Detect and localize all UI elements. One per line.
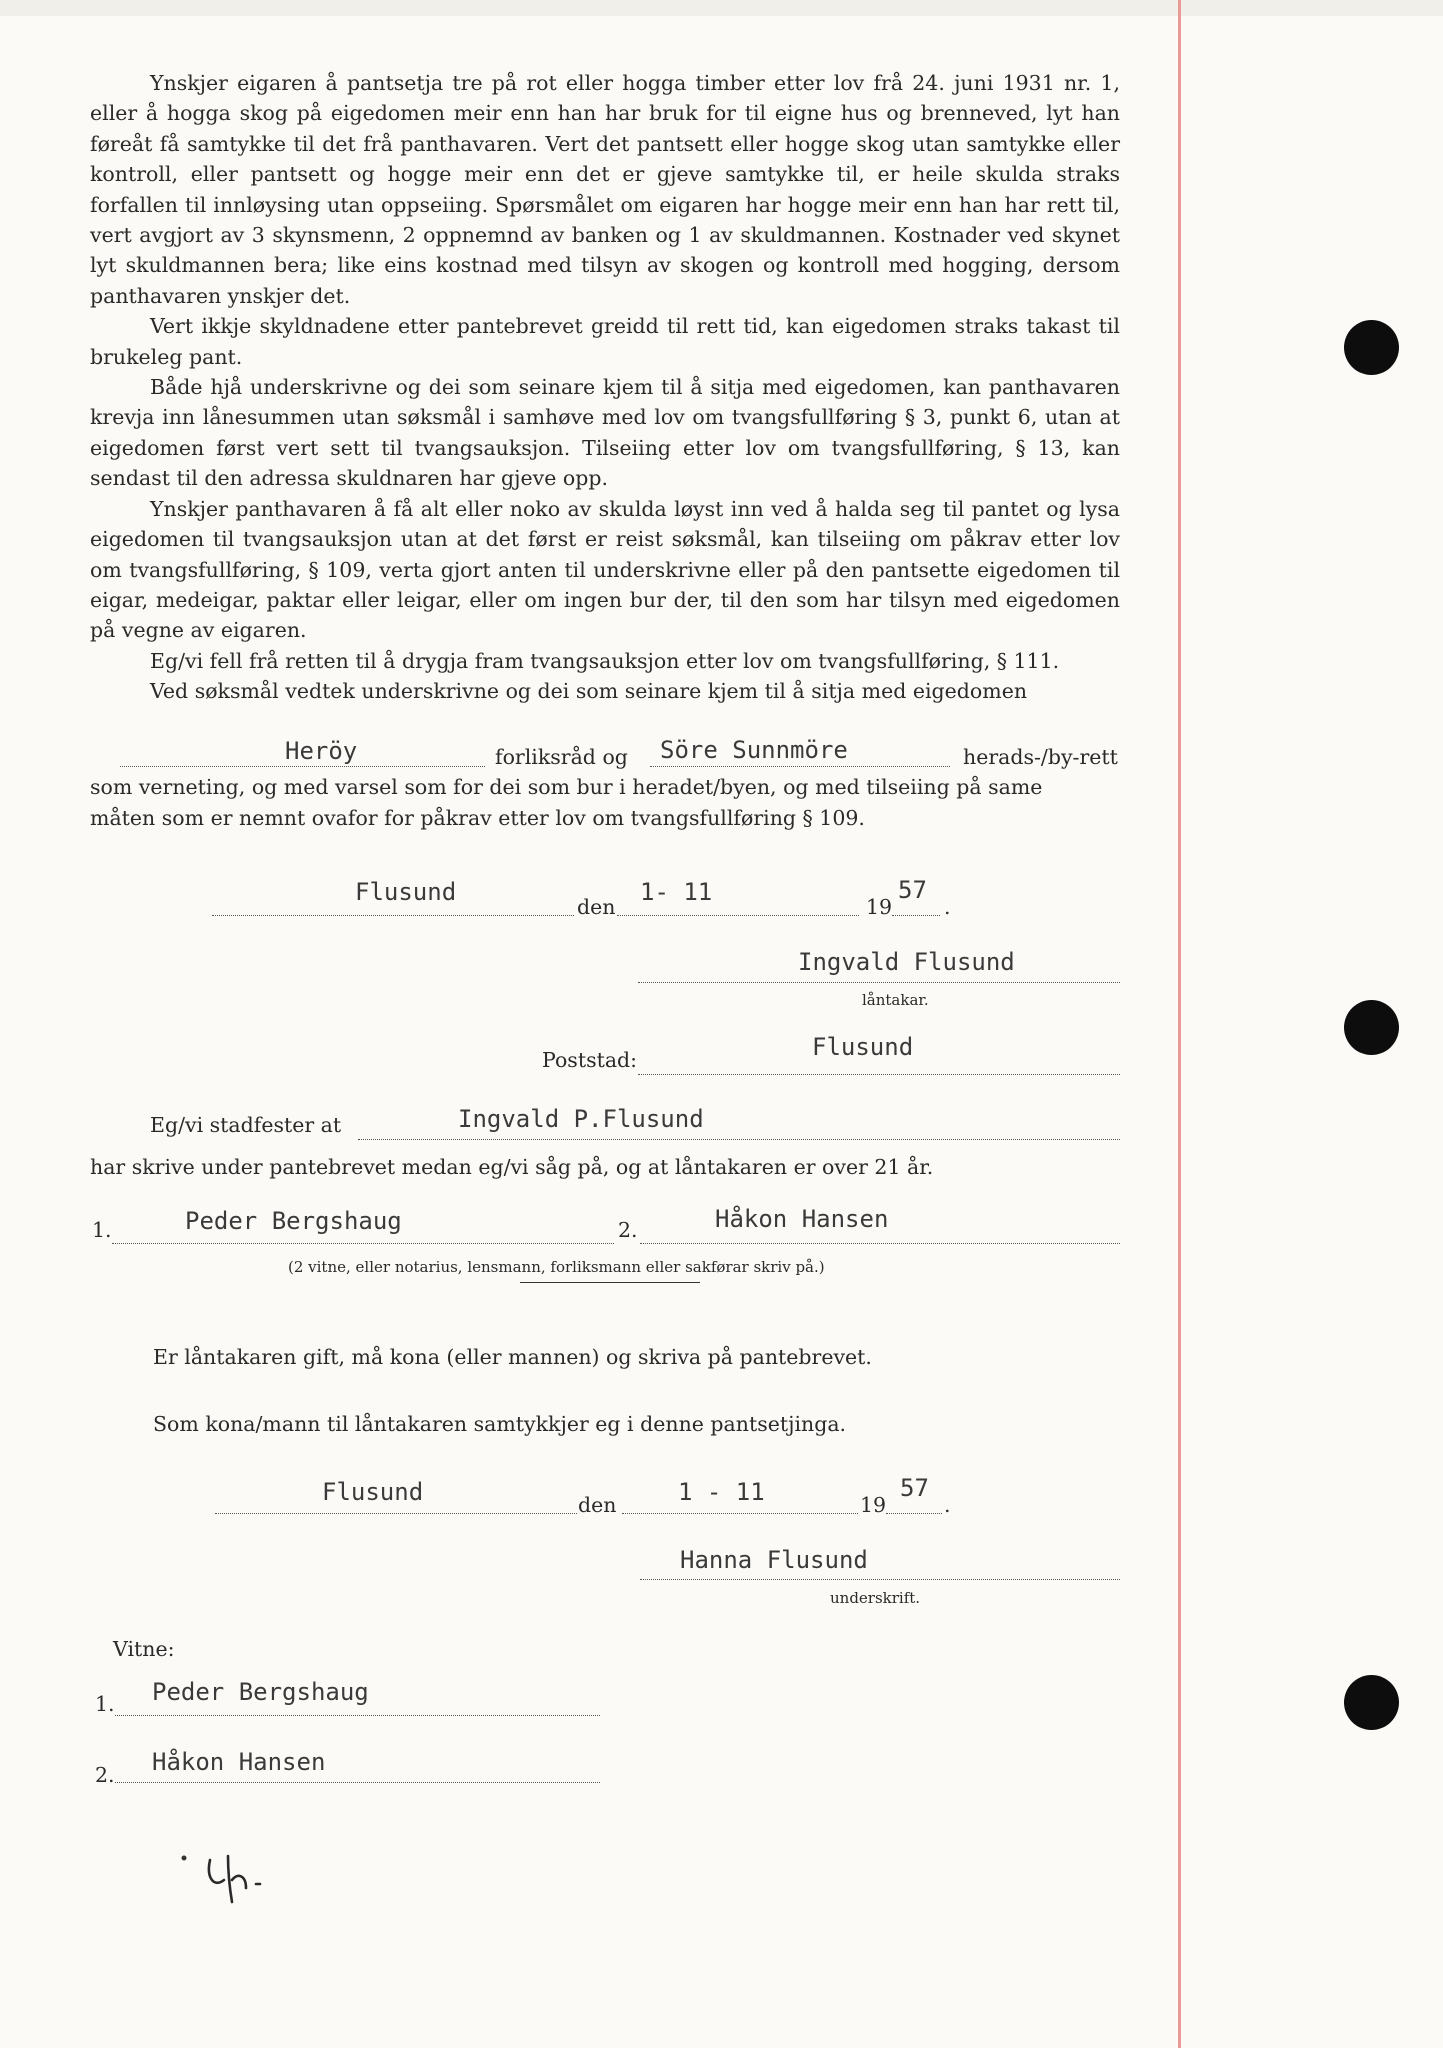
spouse-line: Er låntakaren gift, må kona (eller mannen) og skriva på pantebrevet.: [153, 1345, 872, 1369]
paragraph: Eg/vi fell frå retten til å drygja fram tvangsauksjon etter lov om tvangsfullføring, § 111.: [150, 648, 1060, 673]
date-year: 57: [900, 1474, 929, 1502]
paragraph: Ved søksmål vedtek underskrivne og dei som seinare kjem til å sitja med eigedomen: [150, 679, 1028, 704]
punch-hole: [1344, 1675, 1399, 1730]
punch-hole: [1344, 320, 1399, 375]
confirm-line: har skrive under pantebrevet medan eg/vi såg på, og at låntakaren er over 21 år.: [90, 1155, 934, 1179]
venue-line: måten som er nemnt ovafor for påkrav etter lov om tvangsfullføring § 109.: [90, 806, 865, 830]
borrower-signature-line: [638, 982, 1120, 983]
confirm-prefix: Eg/vi stadfester at: [150, 1113, 342, 1137]
handwritten-mark: [170, 1850, 300, 1910]
day-field: [617, 915, 859, 916]
year-prefix: 19: [860, 1493, 887, 1517]
witnesses-title: Vitne:: [113, 1637, 175, 1661]
spouse-line: Som kona/mann til låntakaren samtykkjer eg i denne pantsetjinga.: [153, 1412, 847, 1436]
date-day: 1- 11: [640, 878, 713, 906]
borrower-label: låntakar.: [862, 991, 929, 1009]
poststad-field: [638, 1074, 1120, 1075]
rett-value: Söre Sunnmöre: [660, 736, 848, 764]
punch-hole: [1344, 1000, 1399, 1055]
date-day: 1 - 11: [678, 1478, 765, 1506]
venue-line: som verneting, og med varsel som for dei som bur i heradet/byen, og med tilseiing på same: [90, 775, 1043, 799]
witness-name: Peder Bergshaug: [185, 1207, 402, 1235]
witness-field: [640, 1243, 1120, 1244]
paragraph: Ynskjer eigaren å pantsetja tre på rot eller hogga timber etter lov frå 24. juni 1931 nr. 1, eller å hogga skog på eigedomen meir enn han har bruk for til eigne hus og brenneved, lyt han føreåt få samtykke til det frå panthavaren. Vert det pantsett eller hogge skog utan samtykke eller kontroll, eller pantsett og hogge meir enn det er gjeve samtykke til, er heile skulda straks forfallen til innløysing utan oppseiing. Spørsmålet om eigaren har hogge meir enn han har rett til, vert avgjort av 3 skynsmenn, 2 oppnemnd av banken og 1 av skuldmannen. Kostnader ved skynet lyt skuldmannen bera; like eins kostnad med tilsyn av skogen og kontroll med hogging, dersom panthavaren ynskjer det.: [90, 71, 1120, 308]
confirm-name: Ingvald P.Flusund: [458, 1105, 704, 1133]
date-place: Flusund: [322, 1478, 424, 1506]
witness-field: [115, 1782, 600, 1783]
witness-name: Håkon Hansen: [152, 1748, 326, 1776]
signature-label: underskrift.: [830, 1589, 921, 1607]
margin-line: [1178, 0, 1181, 2048]
page-top-edge: [0, 0, 1443, 16]
den-label: den: [578, 1493, 617, 1517]
place-field: [212, 915, 574, 916]
day-field: [622, 1513, 858, 1514]
witness-number: 1.: [92, 1218, 112, 1242]
year-field: [886, 1513, 942, 1514]
rett-field: [650, 766, 950, 767]
rett-label: herads-/by-rett: [963, 745, 1118, 769]
separator: [520, 1282, 700, 1283]
paragraph: Vert ikkje skyldnadene etter pantebrevet greidd til rett tid, kan eigedomen straks takast til brukeleg pant.: [90, 314, 1120, 369]
witness-note: (2 vitne, eller notarius, lensmann, forliksmann eller sakførar skriv på.): [288, 1258, 825, 1276]
spouse-signature-line: [640, 1579, 1120, 1580]
witness-number: 1.: [95, 1692, 115, 1716]
body-text: [90, 68, 1120, 707]
paragraph: Ynskjer panthavaren å få alt eller noko av skulda løyst inn ved å halda seg til pantet og lysa eigedomen til tvangsauksjon utan at det først er reist søksmål, kan tilseiing om påkrav etter lov om tvangsfullføring, § 109, verta gjort anten til underskrivne eller på den pantsette eigedomen til eigar, medeigar, paktar eller leigar, eller om ingen bur der, til den som har tilsyn med eigedomen på vegne av eigaren.: [90, 496, 1120, 643]
place-field: [215, 1513, 577, 1514]
year-prefix: 19: [866, 895, 893, 919]
den-label: den: [577, 895, 616, 919]
date-period: .: [944, 1493, 951, 1517]
spouse-name: Hanna Flusund: [680, 1546, 868, 1574]
witness-field: [115, 1715, 600, 1716]
forliksrad-value: Heröy: [285, 737, 358, 765]
confirm-field: [358, 1139, 1120, 1140]
paragraph: Både hjå underskrivne og dei som seinare kjem til å sitja med eigedomen, kan panthavaren krevja inn lånesummen utan søksmål i samhøve med lov om tvangsfullføring § 3, punkt 6, utan at eigedomen først vert sett til tvangsauksjon. Tilseiing etter lov om tvangsfullføring, § 13, kan sendast til den adressa skuldnaren har gjeve opp.: [90, 375, 1120, 491]
witness-name: Peder Bergshaug: [152, 1678, 369, 1706]
forliksrad-field: [120, 766, 485, 767]
witness-name: Håkon Hansen: [715, 1205, 889, 1233]
poststad-value: Flusund: [812, 1033, 914, 1061]
date-place: Flusund: [355, 878, 457, 906]
forliksrad-label: forliksråd og: [495, 745, 628, 769]
year-field: [892, 915, 940, 916]
witness-number: 2.: [95, 1763, 115, 1787]
borrower-name: Ingvald Flusund: [798, 948, 1015, 976]
poststad-label: Poststad:: [542, 1048, 638, 1072]
witness-number: 2.: [618, 1218, 638, 1242]
date-period: .: [944, 895, 951, 919]
witness-field: [112, 1243, 614, 1244]
date-year: 57: [898, 876, 927, 904]
